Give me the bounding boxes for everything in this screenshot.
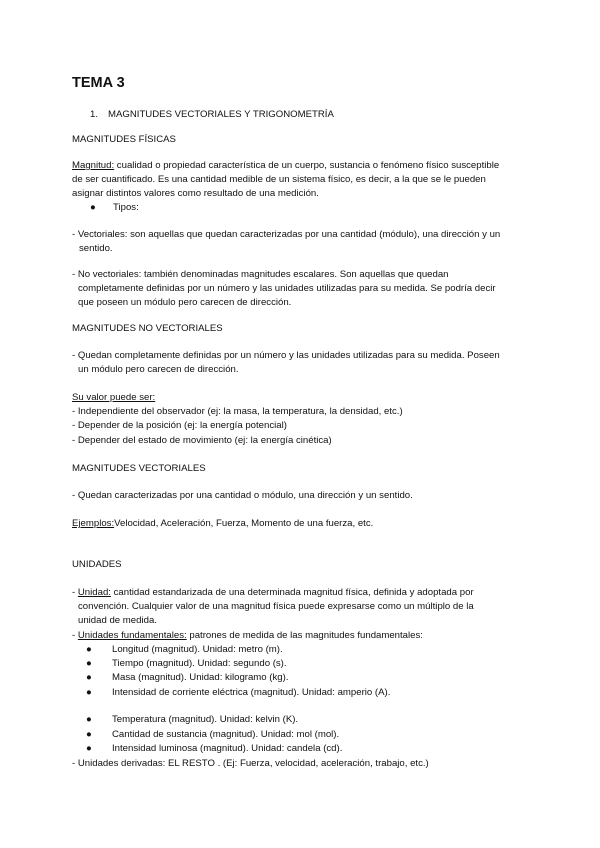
unit-text: Longitud (magnitud). Unidad: metro (m).	[112, 644, 283, 655]
page-title: TEMA 3	[72, 75, 125, 91]
paragraph-line: completamente definidas por un número y las unidades utilizadas para su medida. Se podría decir	[78, 283, 496, 295]
bullet-icon: ●	[90, 202, 96, 213]
unit-list-item	[86, 686, 390, 700]
magnitud-def-line: de ser cuantificado. Es una cantidad medible de un sistema físico, es decir, a la que se le pueden	[72, 174, 486, 186]
bullet-icon: ●	[86, 687, 92, 698]
unit-text: Intensidad de corriente eléctrica (magnitud). Unidad: amperio (A).	[112, 687, 391, 698]
dash-prefix: -	[72, 629, 78, 641]
unit-text: Tiempo (magnitud). Unidad: segundo (s).	[112, 658, 287, 669]
bullet-icon: ●	[86, 658, 92, 669]
valor-heading: Su valor puede ser:	[72, 392, 156, 403]
unit-list-item	[86, 728, 339, 742]
bullet-icon: ●	[86, 672, 92, 683]
list-item: - Depender de la posición (ej: la energía potencial)	[72, 420, 287, 432]
vectoriales-paragraph	[72, 228, 545, 256]
unit-text: Temperatura (magnitud). Unidad: kelvin (K).	[112, 714, 299, 725]
unidad-term: Unidad:	[77, 587, 111, 598]
paragraph-line: un módulo pero carecen de dirección.	[78, 364, 239, 376]
valor-list	[72, 391, 538, 448]
vectoriales-desc: - Quedan caracterizadas por una cantidad o módulo, una dirección y un sentido.	[72, 490, 413, 501]
unit-text: Masa (magnitud). Unidad: kilogramo (kg).	[112, 672, 289, 683]
list-item-tipos	[90, 201, 139, 215]
heading-magnitudes-vectoriales: MAGNITUDES VECTORIALES	[72, 463, 206, 474]
unit-list-item	[86, 657, 287, 671]
unit-text: Intensidad luminosa (magnitud). Unidad: candela (cd).	[112, 743, 343, 754]
unit-text: Cantidad de sustancia (magnitud). Unidad: mol (mol).	[112, 729, 340, 740]
paragraph-line: convención. Cualquier valor de una magnitud física puede expresarse como un múltiplo de la	[78, 601, 474, 613]
unit-list-item	[86, 643, 283, 657]
heading-unidades: UNIDADES	[72, 559, 122, 570]
ejemplos-term: Ejemplos:	[72, 518, 115, 529]
list-item: - Depender del estado de movimiento (ej: la energía cinética)	[72, 434, 332, 446]
unidad-definition	[72, 586, 538, 643]
paragraph-line: cantidad estandarizada de una determinada magnitud física, definida y adoptada por	[110, 587, 474, 598]
paragraph-line: - Quedan completamente definidas por un número y las unidades utilizadas para su medida. Poseen	[72, 350, 500, 361]
bullet-icon: ●	[86, 714, 92, 725]
list-item: - Independiente del observador (ej: la masa, la temperatura, la densidad, etc.)	[72, 406, 403, 418]
unit-list-item	[86, 713, 298, 727]
section-heading-1	[90, 108, 334, 122]
paragraph-line: unidad de medida.	[78, 615, 157, 627]
paragraph-line: - Vectoriales: son aquellas que quedan caracterizadas por una cantidad (módulo), una dirección y un	[72, 229, 501, 240]
paragraph-line: que poseen un módulo pero carecen de dirección.	[78, 297, 292, 309]
heading-magnitudes-fisicas: MAGNITUDES FÍSICAS	[72, 134, 176, 145]
section-number: 1.	[90, 109, 99, 120]
tipos-label: Tipos:	[113, 202, 139, 213]
bullet-icon: ●	[86, 729, 92, 740]
paragraph-line: - No vectoriales: también denominadas magnitudes escalares. Son aquellas que quedan	[72, 269, 449, 280]
dash-prefix: -	[72, 587, 78, 598]
magnitud-def-line: cualidad o propiedad característica de un cuerpo, sustancia o fenómeno físico susceptible	[114, 160, 500, 171]
magnitud-def-line: asignar distintos valores como resultado de una medición.	[72, 188, 319, 200]
ejemplos-line	[72, 517, 538, 531]
magnitud-definition	[72, 159, 538, 202]
unit-list-item	[86, 742, 342, 756]
bullet-icon: ●	[86, 644, 92, 655]
section-label: MAGNITUDES VECTORIALES Y TRIGONOMETRÍA	[108, 109, 334, 120]
paragraph-line: patrones de medida de las magnitudes fundamentales:	[186, 629, 423, 641]
no-vectoriales-paragraph	[72, 268, 538, 311]
unit-list-item	[86, 671, 289, 685]
bullet-icon: ●	[86, 743, 92, 754]
paragraph-line: sentido.	[79, 243, 113, 255]
fundamentales-term: Unidades fundamentales:	[77, 629, 187, 641]
magnitud-term: Magnitud:	[72, 160, 115, 171]
ejemplos-text: Velocidad, Aceleración, Fuerza, Momento de una fuerza, etc.	[114, 518, 374, 529]
derivadas-line: - Unidades derivadas: EL RESTO . (Ej: Fuerza, velocidad, aceleración, trabajo, etc.)	[72, 758, 429, 769]
no-vectoriales-desc	[72, 349, 538, 377]
heading-magnitudes-no-vectoriales: MAGNITUDES NO VECTORIALES	[72, 323, 223, 334]
